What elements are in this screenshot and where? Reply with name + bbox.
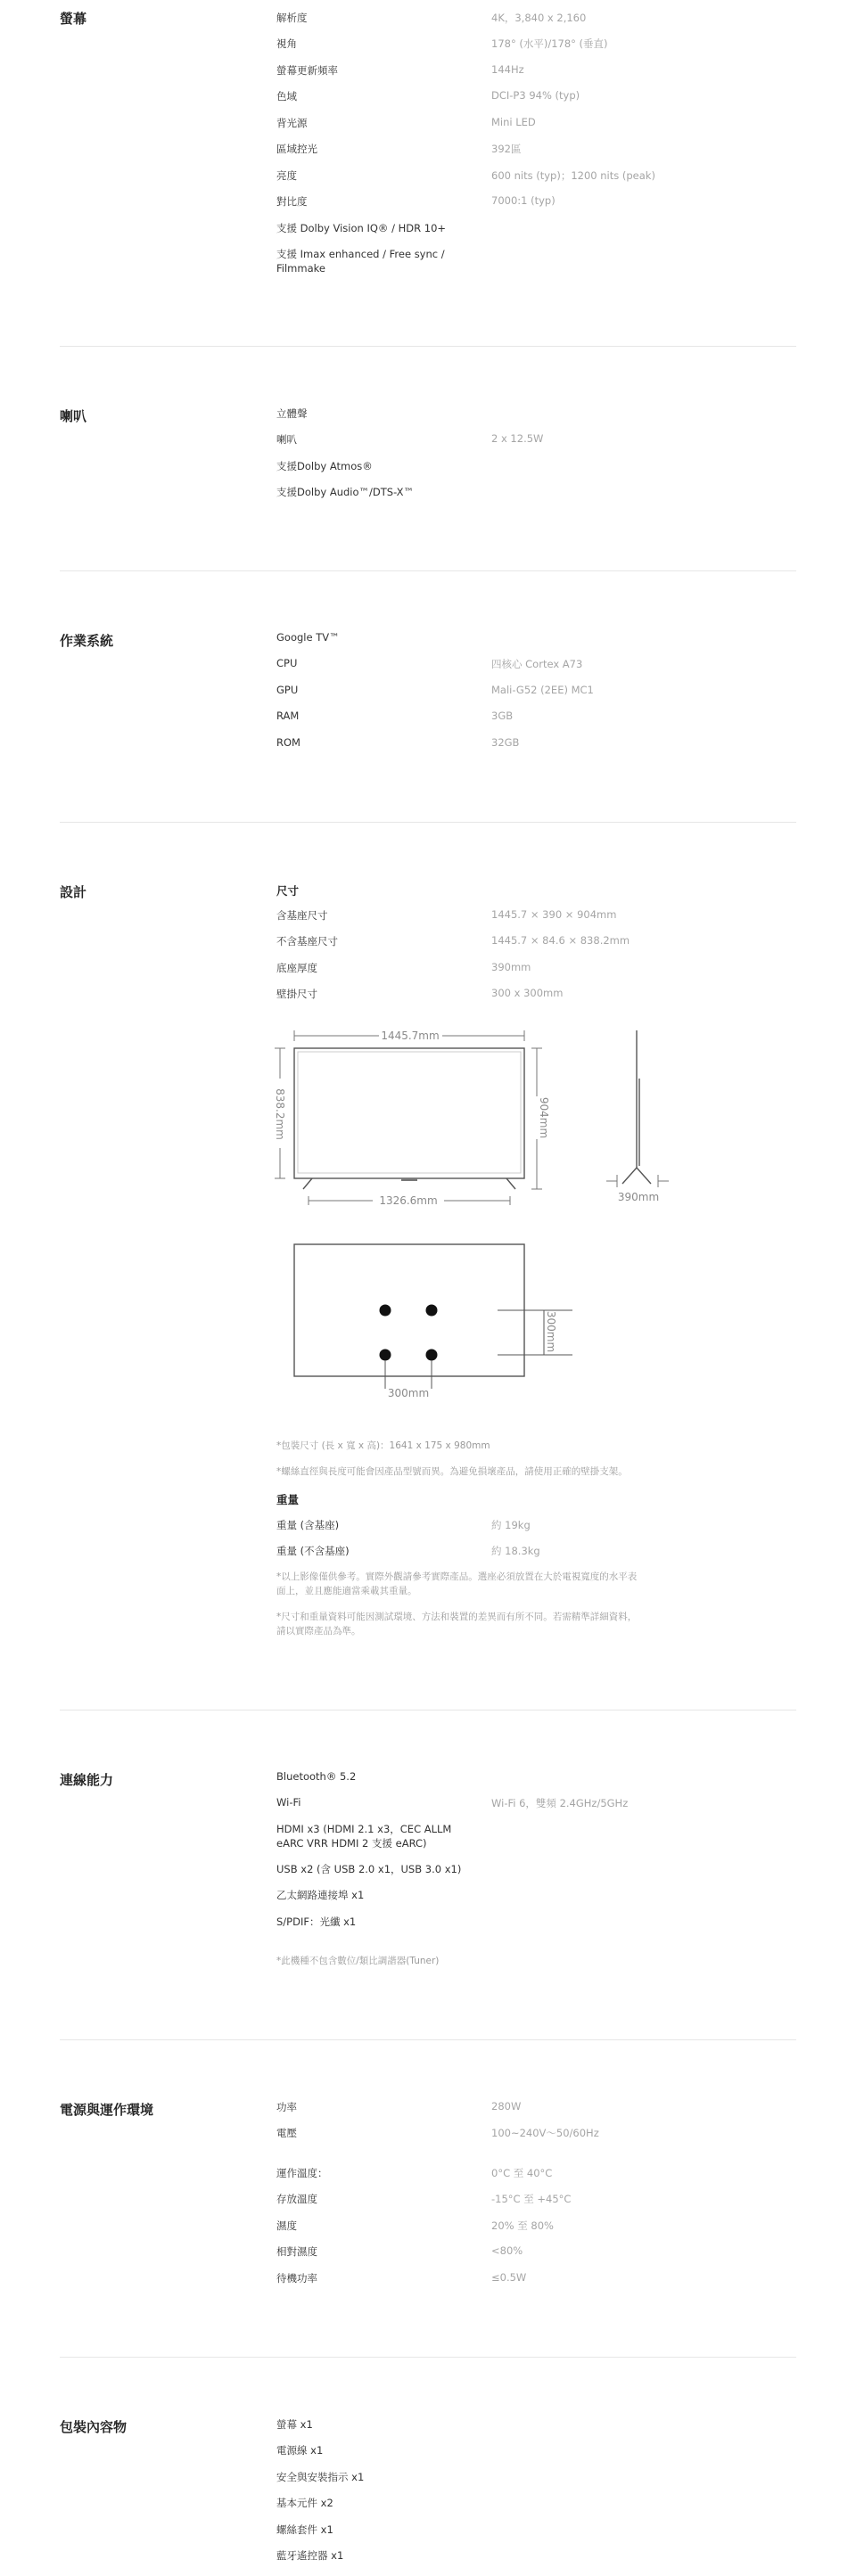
package-item-label: 螢幕 x1 <box>276 2418 313 2431</box>
hdmi-spec <box>276 1822 451 1850</box>
stand-span-label: 1326.6mm <box>379 1194 438 1207</box>
spec-row <box>276 2244 776 2262</box>
package-item-label: 基本元件 x2 <box>276 2497 333 2509</box>
package-item-label: 電源線 x1 <box>276 2444 324 2457</box>
spec-label: 相對濕度 <box>276 2245 317 2258</box>
spec-label: Bluetooth® 5.2 <box>276 1770 357 1783</box>
package-item <box>276 2417 776 2435</box>
spec-value: 1445.7 × 84.6 × 838.2mm <box>491 934 630 947</box>
spec-value: 100~240V～50/60Hz <box>491 2127 599 2139</box>
spec-row <box>276 221 776 239</box>
spec-label: USB x2 (含 USB 2.0 x1，USB 3.0 x1) <box>276 1863 462 1875</box>
weight-variance-note <box>276 1610 696 1638</box>
spec-row <box>276 1796 776 1814</box>
spec-row <box>276 934 776 952</box>
spec-row <box>276 1518 776 1536</box>
package-item <box>276 2443 776 2461</box>
spec-row <box>276 2126 776 2144</box>
spec-value: 178° (水平)/178° (垂直) <box>491 37 608 50</box>
spec-row <box>276 2166 776 2184</box>
spec-row <box>276 2100 776 2118</box>
package-size-note: *包裝尺寸 (長 x 寬 x 高)：1641 x 175 x 980mm <box>276 1440 490 1451</box>
section-title-package: 包裝內容物 <box>60 2419 128 2435</box>
package-item <box>276 2470 776 2488</box>
spec-row <box>276 1544 776 1562</box>
section-divider <box>60 346 796 347</box>
spec-line: HDMI x3 (HDMI 2.1 x3，CEC ALLM <box>276 1823 452 1835</box>
spec-row <box>276 406 776 424</box>
spec-value: 600 nits (typ)；1200 nits (peak) <box>491 169 655 182</box>
spec-value: -15°C 至 +45°C <box>491 2193 572 2205</box>
spec-value: 4K，3,840 x 2,160 <box>491 12 587 24</box>
stand-depth-dimension-line <box>606 1175 669 1187</box>
spec-label: 支援Dolby Audio™/DTS-X™ <box>276 486 415 498</box>
spec-label: Google TV™ <box>276 631 340 644</box>
package-item-label: 螺絲套件 x1 <box>276 2523 333 2536</box>
spec-row <box>276 1770 776 1788</box>
spec-row <box>276 37 776 54</box>
spec-label: Wi-Fi <box>276 1796 301 1809</box>
spec-label: 支援Dolby Atmos® <box>276 460 373 472</box>
spec-value: 20% 至 80% <box>491 2219 554 2232</box>
package-item <box>276 2523 776 2540</box>
vesa-horizontal-label: 300mm <box>387 1387 430 1399</box>
spec-value: 3GB <box>491 710 514 722</box>
spec-label: 亮度 <box>276 169 297 182</box>
spec-row <box>276 63 776 81</box>
spec-row <box>276 1862 776 1880</box>
spec-row <box>276 961 776 979</box>
spec-value: 300 x 300mm <box>491 987 564 999</box>
spec-value: <80% <box>491 2244 523 2257</box>
tv-side-view <box>622 1030 651 1184</box>
stand-depth-label: 390mm <box>617 1191 660 1203</box>
spec-value: 0°C 至 40°C <box>491 2167 553 2179</box>
spec-label: 壁掛尺寸 <box>276 988 317 1000</box>
spec-row <box>276 116 776 134</box>
package-item-label: 藍牙遙控器 x1 <box>276 2549 344 2562</box>
spec-label: 區域控光 <box>276 143 317 155</box>
vesa-horizontal-dimension-line <box>385 1360 432 1389</box>
spec-label: 功率 <box>276 2101 297 2113</box>
spec-label: 解析度 <box>276 12 308 24</box>
vesa-hole <box>380 1305 391 1317</box>
spec-label: 存放溫度 <box>276 2193 317 2205</box>
section-divider <box>60 2039 796 2040</box>
spec-row <box>276 485 776 503</box>
section-title-display: 螢幕 <box>60 11 87 27</box>
spec-label: 支援 Dolby Vision IQ® / HDR 10+ <box>276 222 447 234</box>
spec-value: 2 x 12.5W <box>491 432 544 445</box>
spec-value: 32GB <box>491 736 520 749</box>
spec-value: 280W <box>491 2100 522 2112</box>
spec-value: Wi-Fi 6，雙頻 2.4GHz/5GHz <box>491 1797 629 1809</box>
weight-heading: 重量 <box>276 1493 300 1506</box>
section-title-speaker: 喇叭 <box>60 408 87 424</box>
spec-value: 1445.7 × 390 × 904mm <box>491 908 617 921</box>
section-divider <box>60 822 796 823</box>
spec-row <box>276 631 776 649</box>
spec-row <box>276 11 776 29</box>
spec-row <box>276 987 776 1005</box>
spec-label: 視角 <box>276 37 297 50</box>
spec-row <box>276 1888 776 1906</box>
spec-row <box>276 2192 776 2210</box>
spec-label: 螢幕更新頻率 <box>276 64 338 77</box>
package-item <box>276 2548 776 2566</box>
spec-row <box>276 710 776 727</box>
spec-value: 144Hz <box>491 63 524 76</box>
screw-note: *螺絲直徑與長度可能會因產品型號而異。為避免損壞產品，請使用正確的壁掛支架。 <box>276 1466 628 1477</box>
spec-label: 底座厚度 <box>276 962 317 974</box>
spec-value: 約 18.3kg <box>491 1545 540 1557</box>
note-line: *以上影像僅供參考。實際外觀請參考實際產品。選座必須放置在大於電視寬度的水平表 <box>276 1571 638 1582</box>
height-with-stand-label: 904mm <box>538 1096 550 1139</box>
spec-value: 四核心 Cortex A73 <box>491 658 583 670</box>
spec-row <box>276 194 776 212</box>
spec-label: 重量 (含基座) <box>276 1519 340 1531</box>
spec-row <box>276 459 776 477</box>
width-label: 1445.7mm <box>381 1030 440 1042</box>
spec-value: 7000:1 (typ) <box>491 194 556 207</box>
spec-label: 電壓 <box>276 2127 297 2139</box>
package-item <box>276 2496 776 2514</box>
spec-value: ≤0.5W <box>491 2271 527 2284</box>
tv-front-outline <box>294 1048 524 1178</box>
spec-label: 含基座尺寸 <box>276 909 328 922</box>
package-item-label: 安全與安裝指示 x1 <box>276 2471 365 2483</box>
spec-row <box>276 1915 776 1932</box>
spec-value: DCI-P3 94% (typ) <box>491 89 580 102</box>
vesa-vertical-label: 300mm <box>545 1310 557 1353</box>
spec-row <box>276 2219 776 2236</box>
spec-value: Mini LED <box>491 116 536 128</box>
spec-label: CPU <box>276 657 298 669</box>
vesa-mount-diagram <box>268 1239 696 1417</box>
spec-label: 待機功率 <box>276 2272 317 2285</box>
note-line: 面上，並且應能適當乘載其重量。 <box>276 1586 417 1596</box>
spec-row <box>276 2271 776 2289</box>
spec-value: 390mm <box>491 961 531 973</box>
spec-label: GPU <box>276 684 299 696</box>
section-title-design: 設計 <box>60 884 87 900</box>
spec-label: 運作溫度： <box>276 2167 328 2179</box>
spec-label: 立體聲 <box>276 407 308 420</box>
spec-multiline <box>276 247 445 275</box>
spec-row <box>276 908 776 926</box>
spec-label: 濕度 <box>276 2219 297 2232</box>
section-divider <box>60 570 796 571</box>
spec-row <box>276 168 776 186</box>
spec-label: 色域 <box>276 90 297 103</box>
tuner-note: *此機種不包含數位/類比調諧器(Tuner) <box>276 1956 440 1966</box>
spec-label: 喇叭 <box>276 433 297 446</box>
spec-row <box>276 657 776 675</box>
spec-value: 約 19kg <box>491 1519 531 1531</box>
vesa-vertical-dimension-line <box>498 1310 572 1355</box>
spec-line: eARC VRR HDMI 2 支援 eARC) <box>276 1837 427 1850</box>
spec-label: S/PDIF：光纖 x1 <box>276 1916 357 1928</box>
section-title-os: 作業系統 <box>60 633 114 649</box>
section-title-power: 電源與運作環境 <box>60 2102 154 2118</box>
spec-value: 392區 <box>491 143 522 155</box>
spec-label: RAM <box>276 710 300 722</box>
spec-label: 對比度 <box>276 195 308 208</box>
note-line: *尺寸和重量資料可能因測試環境、方法和裝置的差異而有所不同。若需精準詳細資料， <box>276 1612 638 1622</box>
section-title-connectivity: 連線能力 <box>60 1772 114 1788</box>
tv-dimension-diagram <box>268 1025 696 1221</box>
spec-row <box>276 684 776 701</box>
tv-rear-outline <box>294 1244 524 1376</box>
spec-label: 背光源 <box>276 117 308 129</box>
spec-row <box>276 89 776 107</box>
size-heading: 尺寸 <box>276 884 300 898</box>
spec-label: 不含基座尺寸 <box>276 935 338 948</box>
tv-logo-bar <box>401 1178 417 1181</box>
spec-row <box>276 142 776 160</box>
spec-line: 支援 Imax enhanced / Free sync / <box>276 248 445 260</box>
image-reference-note <box>276 1570 696 1598</box>
section-divider <box>60 2357 796 2358</box>
vesa-hole <box>426 1305 438 1317</box>
note-line: 請以實際產品為準。 <box>276 1626 361 1637</box>
spec-value: Mali-G52 (2EE) MC1 <box>491 684 594 696</box>
spec-label: ROM <box>276 736 300 749</box>
spec-label: 重量 (不含基座) <box>276 1545 350 1557</box>
vesa-hole <box>426 1350 438 1361</box>
vesa-hole <box>380 1350 391 1361</box>
spec-label: 乙太網路連接埠 x1 <box>276 1889 365 1901</box>
spec-row <box>276 736 776 754</box>
tv-screen <box>298 1052 521 1173</box>
height-no-stand-label: 838.2mm <box>274 1088 286 1140</box>
spec-row <box>276 432 776 450</box>
spec-line: Filmmake <box>276 262 325 275</box>
